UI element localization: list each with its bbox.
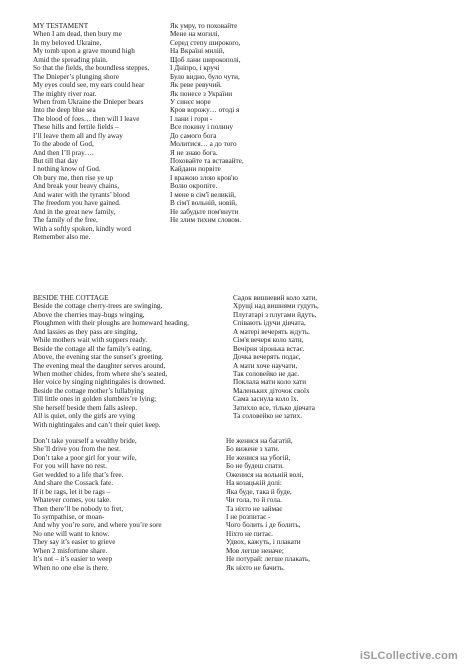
poem-line: І мене в сім'ї великій, [170,190,236,199]
poem-line: Beside the cottage mother’s lullabying [33,386,144,395]
poem-line: Хрущі над вишнями гудуть, [233,302,319,311]
poem-line: Не злим тихим словом. [170,216,242,225]
poem-line: With a softly spoken, kindly word [33,224,131,233]
poem-line: When from Ukraine the Dnieper bears [33,97,144,106]
poem-line: Oh bury me, then rise ye up [33,173,114,182]
poem-line: Затихло все, тілько дівчата [233,403,315,412]
poem-line: It’s not – it’s easier to weep [33,555,113,564]
poem-line: And why you’re sore, and where you’re sore [33,521,162,530]
poem-line: Не женися на багатій, [226,437,293,445]
poem-line: Не женися на убогій, [226,453,291,462]
poem-line: Мене на могилі, [170,30,220,39]
poem-line: Don’t take a poor girl for your wife, [33,453,137,462]
poem-line: Як умру, то поховайте [170,22,238,30]
poem-line: BESIDE THE COTTAGE [33,294,109,302]
poem-line: If it be rags, let it be rags – [33,487,111,496]
poem-line: У синєє море [170,97,211,106]
poem-line: До самого бога [170,131,217,140]
poem-line: When 2 misfortune share. [33,546,108,555]
poem-line: Бо вижене з хати. [226,445,280,454]
poem-my-testament-ukrainian [170,22,244,225]
poem-line: Above the cherries may-bugs winging, [33,310,145,319]
poem-line: Don’t take yourself a wealthy bride, [33,437,137,445]
poem-line: The evening meal the daughter serves around, [33,361,166,370]
poem-line: And then I’ll pray…. [33,148,94,157]
poem-line: Amid the spreading plain. [33,55,108,64]
poem-line: Як понесе з України [170,89,233,98]
poem-line: І не розпитає - [226,512,271,521]
poem-line: MY TESTAMENT [33,22,89,30]
poem-line: Та ніхто не займає [226,504,283,513]
poem-line: The family of the free, [33,216,98,225]
poem-line: My tomb upon a grave mound high [33,47,135,56]
poem-line: And break your heavy chains, [33,182,120,191]
poem-line: Дочка вечерять подає, [233,353,301,362]
poem-line: These hills and fertile fields – [33,123,119,132]
poem-line: The Dnieper’s plunging shore [33,72,119,81]
poem-line: На козацькій долі: [226,479,282,488]
poem-line: While mothers wait with suppers ready. [33,336,148,345]
poem-line: Волю окропіте. [170,182,218,191]
poem-line: Я не знаю бога. [170,148,218,157]
poem-line: And lassies as they pass are singing, [33,327,138,336]
poem-line: Не забудьте пом'янути [170,207,239,216]
poem-line: For you will have no rest. [33,462,107,471]
poem-line: Ploughmen with their ploughs are homeward heading, [33,319,189,328]
poem-line: А мати хоче научати, [233,361,298,370]
poem-wealthy-bride-ukrainian [226,437,310,572]
poem-line: Кайдани порвіте [170,165,221,174]
poem-line: Till little ones in golden slumbers’re lying; [33,395,157,404]
poem-line: Beside the cottage cherry-trees are swinging, [33,302,163,311]
poem-line: В сім'ї вольній, новій, [170,199,237,208]
poem-line: Співають ідучи дівчата, [233,319,306,328]
poem-line: Як реве ревучий. [170,81,222,90]
poem-line: To the abode of God, [33,140,94,149]
poem-line: All is quiet, only the girls are vying [33,412,136,421]
poem-line: When I am dead, then bury me [33,30,122,39]
poem-line: And water with the tyrants’ blood [33,190,130,199]
poem-line: Get wedded to a life that’s free. [33,470,124,479]
poem-line: Her voice by singing nightingales is drowned. [33,378,166,387]
poem-beside-the-cottage-english [33,294,189,429]
poem-line: Маленьких діточок своїх [233,386,310,395]
poem-line: The freedom you have gained. [33,199,121,208]
poem-line: Into the deep blue sea [33,106,96,115]
poem-line: When mother chides, from where she’s seated, [33,369,168,378]
poem-line: Ніхто не питає. [226,529,273,538]
poem-line: So that the fields, the boundless steppes, [33,64,150,73]
site-watermark: iSLCollective.com [359,650,458,662]
poem-wealthy-bride-english [33,437,162,572]
poem-line: Не потурай: легше плакать, [226,555,311,564]
poem-line: I nothing know of God. [33,165,101,174]
poem-line: And in the great new family, [33,207,116,216]
poem-line: Щоб лани широкополі, [170,55,241,64]
poem-line: Садок вишневий коло хати, [233,294,318,302]
poem-line: А матері вечерять ждуть. [233,327,310,336]
poem-line: Молитися… а до того [170,140,237,149]
poem-line: And share the Cossack fate. [33,479,114,488]
poem-line: Яка буде, така й буде, [226,487,292,496]
poem-line: І вражою злою кров'ю [170,173,238,182]
poem-line: Above, the evening star the sunset’s greeting. [33,353,164,362]
poem-my-testament-english [33,22,149,241]
poem-line: I’ll leave them all and fly away [33,131,123,140]
poem-beside-the-cottage-ukrainian [233,294,319,421]
poem-line: Сім'я вечеря коло хати, [233,336,304,345]
poem-line: Плугатарі з плугами йдуть, [233,310,317,319]
poem-line: Все покину і полину [170,123,234,132]
poem-line: She’ll drive you from the nest. [33,445,121,454]
poem-line: When no one else is there. [33,563,109,572]
poem-line: Сама заснула коло їх. [233,395,299,404]
poem-line: Було видно, було чути, [170,72,240,81]
poem-line: Так соловейко не дає. [233,369,300,378]
poem-line: Поховайте та вставайте, [170,157,244,165]
poem-line: Та соловейко не затих. [233,412,303,421]
poem-line: Мов легше неначе; [226,546,284,555]
poem-line: І лани і гори - [170,114,213,123]
poem-line: No one will want to know. [33,529,110,538]
poem-line: In my beloved Ukraine, [33,38,102,47]
poem-line: Чи гола, то й гола. [226,496,282,505]
poem-line: To sympathise, or moan- [33,512,105,521]
poem-line: Whatever comes, you take. [33,496,112,505]
poem-line: Remember also me. [33,232,91,241]
poem-line: Beside the cottage all the family’s eating, [33,344,152,353]
poem-line: Серед степу широкого, [170,38,241,47]
poem-line: She herself beside them falls asleep. [33,403,138,412]
poem-line: Then there’ll be nobody to fret, [33,504,124,513]
poem-line: На Вкраїні милій, [170,47,225,56]
poem-line: With nightingales and can’t their quiet keep. [33,420,161,429]
poem-line: The mighty river roar. [33,89,97,98]
poem-line: Кров ворожу… отоді я [170,106,240,115]
poem-line: Вечірня зіронька встає. [233,344,305,353]
poem-line: Чого болить і де болить, [226,521,301,530]
poem-line: Оженися на вольній волі, [226,470,304,479]
poem-line: Удвох, кажуть, і плакати [226,538,301,547]
poem-line: І Дніпро, і кручі [170,64,220,73]
poem-line: But till that day [33,157,78,165]
poem-line: Як ніхто не бачить. [226,563,285,572]
poem-line: They say it’s easier to grieve [33,538,116,547]
poem-line: Бо не будеш спати. [226,462,284,471]
poem-line: My eyes could see, my ears could hear [33,81,145,90]
poem-line: The blood of foes… then will I leave [33,114,140,123]
poem-line: Поклала мати коло хати [233,378,307,387]
